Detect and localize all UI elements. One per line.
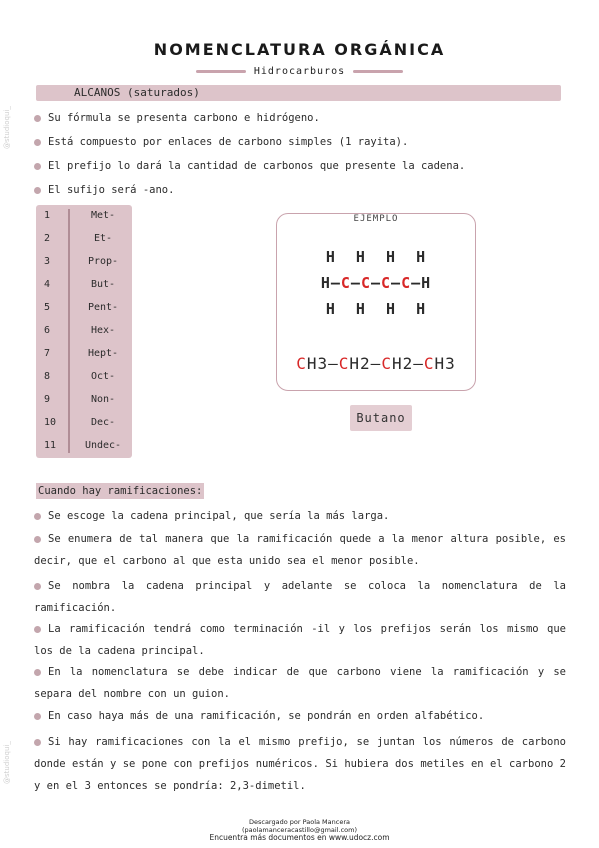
bullet-item: El sufijo será -ano. bbox=[34, 179, 564, 201]
prefix-table bbox=[36, 205, 132, 458]
bullet-dot-icon bbox=[34, 163, 41, 170]
bullet-item: El prefijo lo dará la cantidad de carbonos que presente la cadena. bbox=[34, 155, 564, 177]
ramification-heading: Cuando hay ramificaciones: bbox=[38, 485, 203, 497]
bullet-dot-icon bbox=[34, 739, 41, 746]
prefix-row: 10 Dec- bbox=[44, 417, 116, 428]
bullet-dot-icon bbox=[34, 115, 41, 122]
divider-right bbox=[353, 70, 403, 73]
ramification-item: Se nombra la cadena principal y adelante se coloca la nomenclatura de la ramificación. bbox=[34, 580, 566, 614]
divider-left bbox=[196, 70, 246, 73]
page-title: NOMENCLATURA ORGÁNICA bbox=[153, 40, 446, 59]
ramification-item: En la nomenclatura se debe indicar de que carbono viene la ramificación y se separa del nombre con un guion. bbox=[34, 666, 566, 700]
example-label: EJEMPLO bbox=[277, 206, 475, 225]
download-footer bbox=[0, 818, 599, 842]
prefix-row: 8 Oct- bbox=[44, 371, 116, 382]
bullet-dot-icon bbox=[34, 669, 41, 676]
prefix-row: 5 Pent- bbox=[44, 302, 119, 313]
prefix-row: 3 Prop- bbox=[44, 256, 119, 267]
example-name-badge: Butano bbox=[350, 405, 412, 431]
ramification-item: En caso haya más de una ramificación, se pondrán en orden alfabético. bbox=[34, 705, 566, 727]
ramification-item: La ramificación tendrá como terminación -il y los prefijos serán los mismo que los de la cadena principal. bbox=[34, 623, 566, 657]
bullet-item: Está compuesto por enlaces de carbono simples (1 rayita). bbox=[34, 131, 564, 153]
bullet-dot-icon bbox=[34, 187, 41, 194]
bullet-dot-icon bbox=[34, 139, 41, 146]
structural-formula-top-h: H H H H bbox=[325, 248, 427, 266]
prefix-row: 1 Met- bbox=[44, 210, 116, 221]
ramification-item: Se enumera de tal manera que la ramificación quede a la menor altura posible, es decir, que el carbono al que esta unido sea el menor posible. bbox=[34, 533, 566, 567]
prefix-row: 2 Et- bbox=[44, 233, 113, 244]
bullet-dot-icon bbox=[34, 583, 41, 590]
example-box bbox=[276, 213, 476, 391]
side-watermark-top: @studioqui_ bbox=[3, 106, 11, 149]
prefix-row: 11 Undec- bbox=[44, 440, 122, 451]
footer-line-downloaded-by: Descargado por Paola Mancera bbox=[248, 818, 350, 826]
page-subtitle: Hidrocarburos bbox=[253, 66, 346, 77]
ramification-item: Si hay ramificaciones con la el mismo prefijo, se juntan los números de carbono donde están y se pone con prefijos numéricos. Si hubiera dos metiles en el carbono 2 y en el 3 entonces se pondría: 2,3-dimetil. bbox=[34, 736, 566, 792]
footer-line-email: (paolamanceracastillo@gmail.com) bbox=[242, 826, 357, 834]
structural-formula-bottom-h: H H H H bbox=[325, 300, 427, 318]
bullet-dot-icon bbox=[34, 626, 41, 633]
subtitle-row bbox=[0, 66, 599, 77]
prefix-row: 7 Hept- bbox=[44, 348, 119, 359]
ramification-item: Se escoge la cadena principal, que sería la más larga. bbox=[34, 505, 566, 527]
bullet-dot-icon bbox=[34, 713, 41, 720]
prefix-row: 6 Hex- bbox=[44, 325, 116, 336]
prefix-row: 9 Non- bbox=[44, 394, 116, 405]
side-watermark-bottom: @studioqui_ bbox=[3, 741, 11, 784]
bullet-item: Su fórmula se presenta carbono e hidrógeno. bbox=[34, 107, 564, 129]
condensed-formula: CH3–CH2–CH2–CH3 bbox=[296, 354, 456, 373]
bullet-dot-icon bbox=[34, 513, 41, 520]
footer-line-source: Encuentra más documentos en www.udocz.com bbox=[209, 833, 390, 842]
prefix-row: 4 But- bbox=[44, 279, 116, 290]
structural-formula-chain: H–C–C–C–C–H bbox=[320, 274, 432, 292]
section-title-alcanos: ALCANOS (saturados) bbox=[36, 85, 561, 101]
bullet-dot-icon bbox=[34, 536, 41, 543]
